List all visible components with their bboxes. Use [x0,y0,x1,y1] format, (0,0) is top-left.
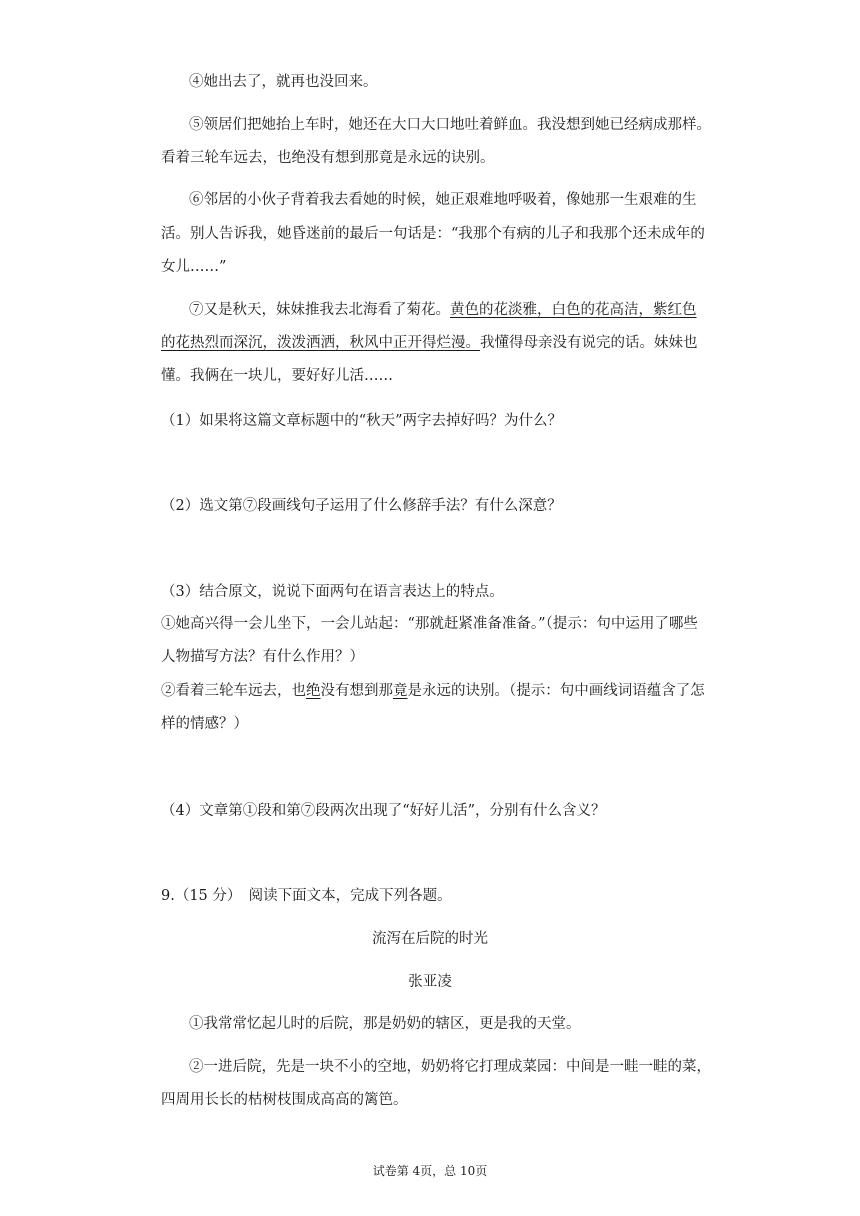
question-9-header: 9.（15 分） 阅读下面文本，完成下列各题。 [161,888,452,904]
question-3-item-1-line-1: ①她高兴得一会儿坐下，一会儿站起：“那就赶紧准备准备。”（提示：句中运用了哪些 [161,616,698,632]
passage-title: 流泻在后院的时光 [372,931,488,947]
question-4: （4）文章第①段和第⑦段两次出现了“好好儿活”，分别有什么含义？ [161,803,606,819]
paragraph-7-plain-text-2: 我懂得母亲没有说完的话。妹妹也 [480,335,698,351]
passage-paragraph-5-line-2: 看着三轮车远去，也绝没有想到那竟是永远的诀别。 [161,150,495,166]
passage-paragraph-6-line-2: 活。别人告诉我，她昏迷前的最后一句话是：“我那个有病的儿子和我那个还未成年的 [161,226,705,242]
item-2-text-b: 没有想到那 [320,683,393,699]
question-2: （2）选文第⑦段画线句子运用了什么修辞手法？有什么深意？ [161,498,562,514]
passage2-paragraph-2-line-1: ②一进后院，先是一块不小的空地，奶奶将它打理成菜园：中间是一畦一畦的菜， [189,1059,711,1075]
item-2-text-a: ②看着三轮车远去，也 [161,683,306,699]
underlined-word-jing: 竟 [393,683,408,699]
question-1: （1）如果将这篇文章标题中的“秋天”两字去掉好吗？为什么？ [161,413,563,429]
passage2-paragraph-2-line-2: 四周用长长的枯树枝围成高高的篱笆。 [161,1092,408,1108]
question-3-item-2-line-1 [161,681,705,701]
underlined-sentence-part-1: 黄色的花淡雅，白色的花高洁，紫红色 [450,302,697,318]
passage-paragraph-7-line-3: 懂。我俩在一块儿，要好好儿活…… [161,368,393,384]
passage-paragraph-5-line-1: ⑤领居们把她抬上车时，她还在大口大口地吐着鲜血。我没想到她已经病成那样。 [189,117,711,133]
item-2-text-c: 是永远的诀别。（提示：句中画线词语蕴含了怎 [407,683,705,699]
passage-paragraph-6-line-3: 女儿……” [161,259,227,275]
question-3-stem: （3）结合原文，说说下面两句在语言表达上的特点。 [161,584,504,600]
page-footer: 试卷第 4页，总 10页 [372,1164,488,1178]
passage-author: 张亚凌 [408,974,452,990]
question-3-item-2-line-2: 样的情感？） [161,716,248,732]
passage2-paragraph-1: ①我常常忆起儿时的后院，那是奶奶的辖区，更是我的天堂。 [189,1016,581,1032]
passage-paragraph-7-line-1 [189,300,697,320]
passage-paragraph-7-line-2 [161,333,698,353]
underlined-word-jue: 绝 [306,683,321,699]
underlined-sentence-part-2: 的花热烈而深沉，泼泼洒洒，秋风中正开得烂漫。 [161,335,480,351]
paragraph-7-plain-text: ⑦又是秋天，妹妹推我去北海看了菊花。 [189,302,450,318]
question-3-item-1-line-2: 人物描写方法？有什么作用？） [161,649,364,665]
passage-paragraph-6-line-1: ⑥邻居的小伙子背着我去看她的时候，她正艰难地呼吸着，像她那一生艰难的生 [189,192,697,208]
passage-paragraph-4: ④她出去了，就再也没回来。 [189,74,378,90]
